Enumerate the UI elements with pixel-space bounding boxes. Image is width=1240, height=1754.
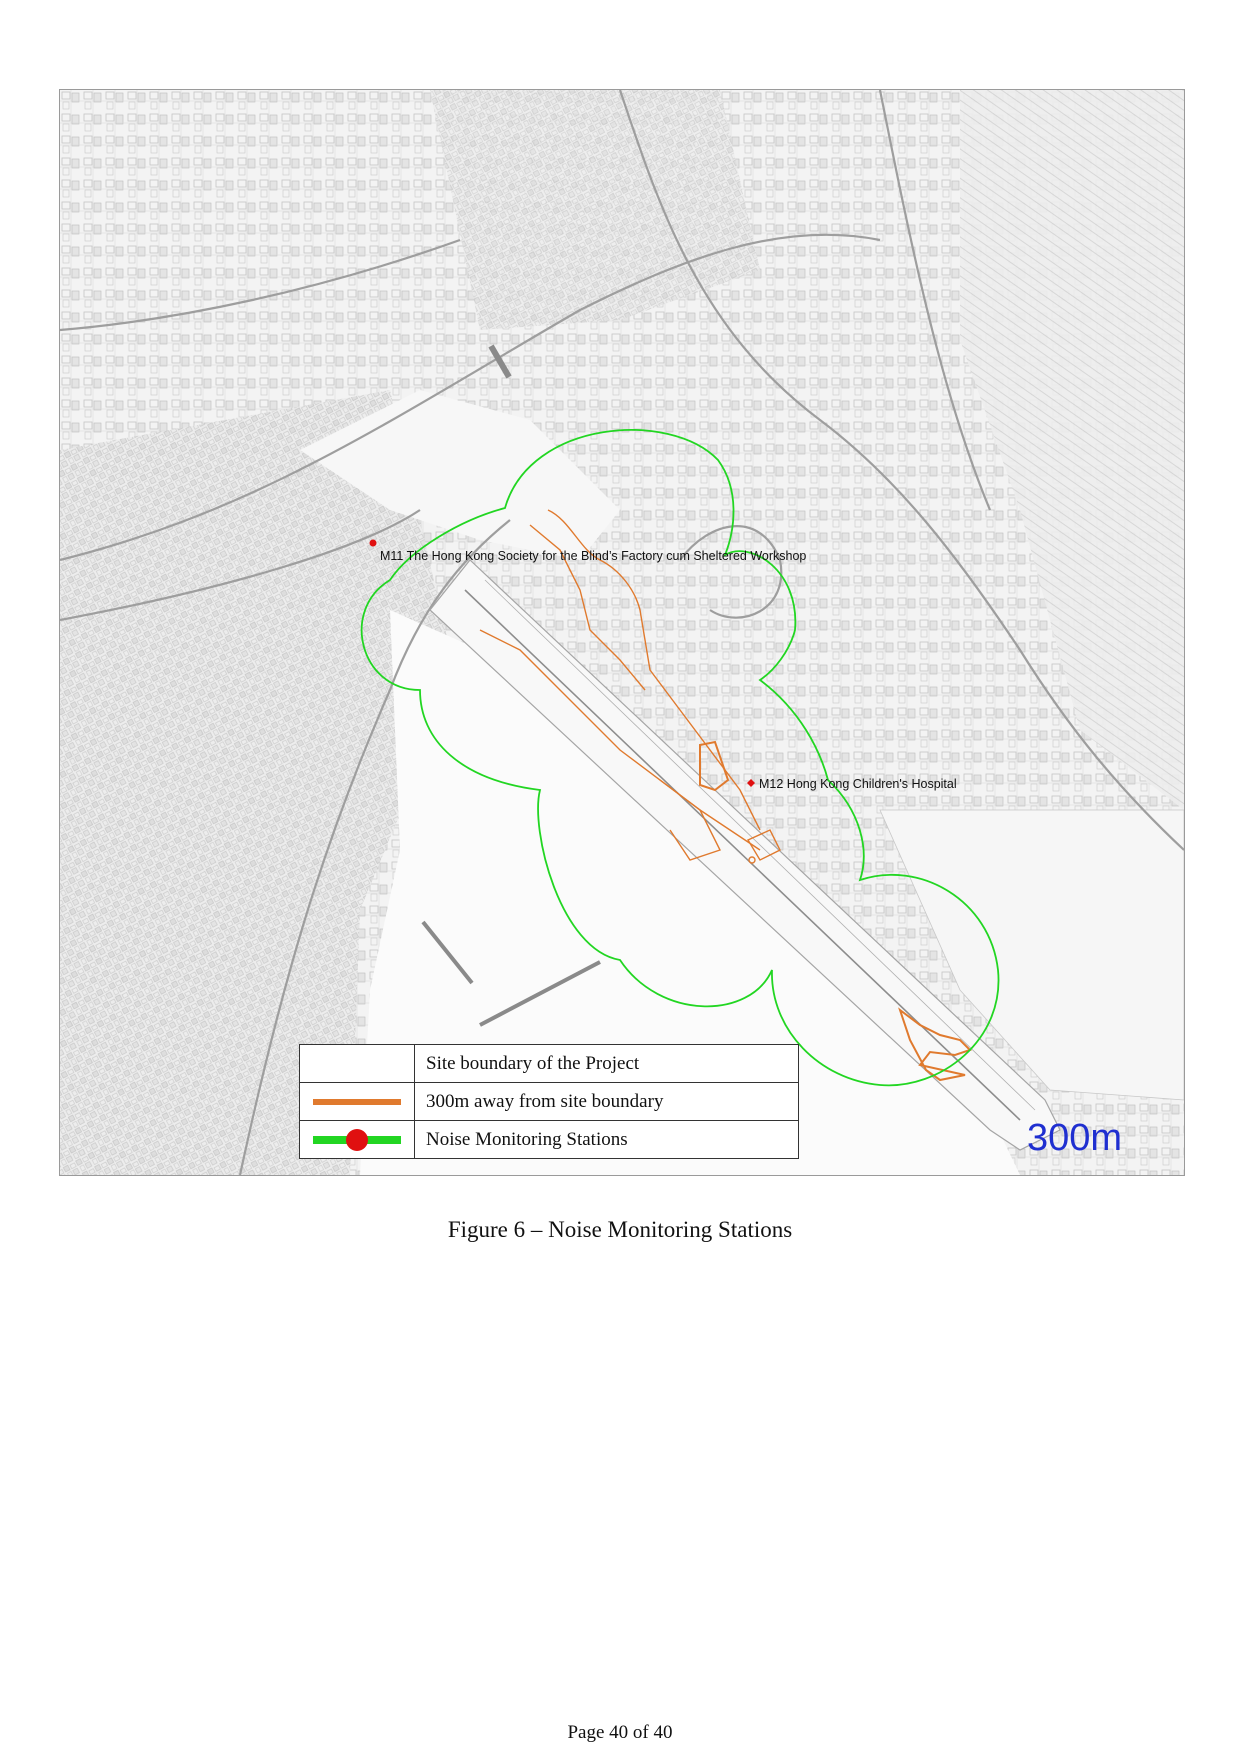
station-marker-m11[interactable] bbox=[370, 540, 377, 547]
legend-label-site-boundary: Site boundary of the Project bbox=[415, 1045, 799, 1083]
legend-row-stations bbox=[300, 1121, 799, 1159]
map-canvas bbox=[60, 90, 1184, 1175]
legend-label-300m: 300m away from site boundary bbox=[415, 1083, 799, 1121]
scale-label: 300m bbox=[1026, 1117, 1122, 1159]
legend-row-site-boundary bbox=[300, 1045, 799, 1083]
legend-symbol-stations bbox=[300, 1121, 415, 1159]
page-number: Page 40 of 40 bbox=[567, 1722, 673, 1743]
legend-symbol-300m bbox=[300, 1083, 415, 1121]
figure-caption: Figure 6 – Noise Monitoring Stations bbox=[447, 1217, 793, 1242]
orange-line-icon bbox=[313, 1099, 401, 1105]
map-legend bbox=[299, 1044, 799, 1159]
station-label-m12: M12 Hong Kong Children's Hospital bbox=[759, 777, 957, 791]
legend-label-stations: Noise Monitoring Stations bbox=[415, 1121, 799, 1159]
site-map bbox=[59, 89, 1185, 1176]
red-dot-icon bbox=[346, 1129, 368, 1151]
legend-symbol-site-boundary bbox=[300, 1045, 415, 1083]
station-label-m11: M11 The Hong Kong Society for the Blind’s Factory cum Sheltered Workshop bbox=[380, 549, 807, 563]
legend-row-300m bbox=[300, 1083, 799, 1121]
